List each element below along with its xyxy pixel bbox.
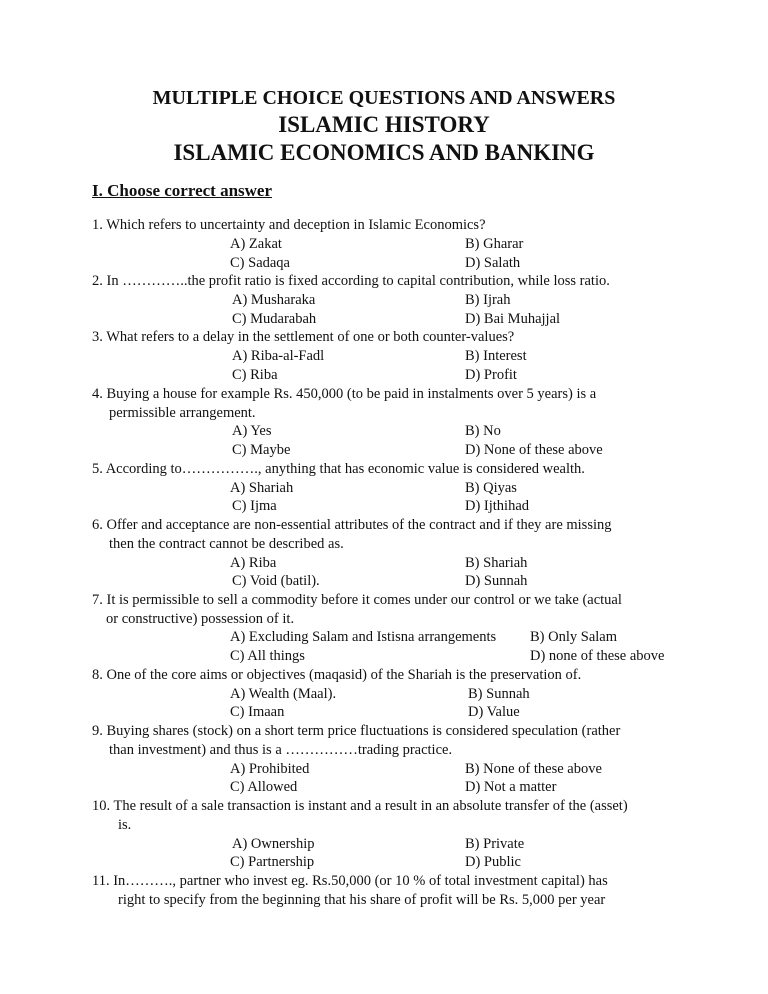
q6-option-d: D) Sunnah xyxy=(465,573,528,589)
q5-option-a: A) Shariah xyxy=(230,480,294,496)
question-9-text-cont: than investment) and thus is a ……………trading practice. xyxy=(109,742,453,758)
q3-option-d: D) Profit xyxy=(465,367,517,383)
q4-option-b: B) No xyxy=(465,423,501,439)
q7-option-a: A) Excluding Salam and Istisna arrangements xyxy=(230,629,497,645)
q1-option-b: B) Gharar xyxy=(465,236,524,252)
q7-option-d: D) none of these above xyxy=(530,648,665,664)
question-11-text-cont: right to specify from the beginning that his share of profit will be Rs. 5,000 per year xyxy=(118,892,606,908)
q1-option-d: D) Salath xyxy=(465,255,521,271)
q10-option-a: A) Ownership xyxy=(232,836,315,852)
q9-option-b: B) None of these above xyxy=(465,761,602,777)
q3-option-c: C) Riba xyxy=(232,367,278,383)
q5-option-c: C) Ijma xyxy=(232,498,277,514)
q3-option-b: B) Interest xyxy=(465,348,527,364)
q6-option-a: A) Riba xyxy=(230,555,277,571)
question-6-text: 6. Offer and acceptance are non-essential attributes of the contract and if they are missing xyxy=(92,517,612,533)
q8-option-a: A) Wealth (Maal). xyxy=(230,686,337,702)
section-heading: I. Choose correct answer xyxy=(92,181,273,200)
question-1-text: 1. Which refers to uncertainty and deception in Islamic Economics? xyxy=(92,217,486,233)
q10-option-c: C) Partnership xyxy=(230,854,315,870)
q3-option-a: A) Riba-al-Fadl xyxy=(232,348,325,364)
question-4-text: 4. Buying a house for example Rs. 450,000 (to be paid in instalments over 5 years) is a xyxy=(92,386,597,402)
q5-option-d: D) Ijthihad xyxy=(465,498,530,514)
question-7-text-cont: or constructive) possession of it. xyxy=(106,611,295,627)
title-line-3: ISLAMIC ECONOMICS AND BANKING xyxy=(173,140,595,165)
q1-option-c: C) Sadaqa xyxy=(230,255,290,271)
document-title-block xyxy=(0,84,768,168)
q7-option-b: B) Only Salam xyxy=(530,629,617,645)
title-line-1: MULTIPLE CHOICE QUESTIONS AND ANSWERS xyxy=(152,87,616,109)
q6-option-b: B) Shariah xyxy=(465,555,528,571)
q2-option-d: D) Bai Muhajjal xyxy=(465,311,561,327)
question-2-text: 2. In …………..the profit ratio is fixed according to capital contribution, while loss ratio. xyxy=(92,273,610,289)
q9-option-a: A) Prohibited xyxy=(230,761,310,777)
q9-option-d: D) Not a matter xyxy=(465,779,557,795)
q8-option-c: C) Imaan xyxy=(230,704,285,720)
question-3-text: 3. What refers to a delay in the settlement of one or both counter-values? xyxy=(92,329,515,345)
q5-option-b: B) Qiyas xyxy=(465,480,517,496)
q7-option-c: C) All things xyxy=(230,648,305,664)
question-11-text: 11. In………., partner who invest eg. Rs.50,000 (or 10 % of total investment capital) has xyxy=(92,873,608,889)
q4-option-c: C) Maybe xyxy=(232,442,291,458)
q4-option-d: D) None of these above xyxy=(465,442,603,458)
q10-option-d: D) Public xyxy=(465,854,521,870)
title-line-2: ISLAMIC HISTORY xyxy=(278,112,490,137)
q2-option-c: C) Mudarabah xyxy=(232,311,317,327)
question-8-text: 8. One of the core aims or objectives (maqasid) of the Shariah is the preservation of. xyxy=(92,667,582,683)
question-5-text: 5. According to……………., anything that has economic value is considered wealth. xyxy=(92,461,585,477)
question-4-text-cont: permissible arrangement. xyxy=(109,405,256,421)
question-10-text-cont: is. xyxy=(118,817,132,833)
question-9-text: 9. Buying shares (stock) on a short term price fluctuations is considered speculation (rather xyxy=(92,723,621,739)
q8-option-b: B) Sunnah xyxy=(468,686,530,702)
q1-option-a: A) Zakat xyxy=(230,236,282,252)
question-7-text: 7. It is permissible to sell a commodity before it comes under our control or we take (actual xyxy=(92,592,622,608)
q4-option-a: A) Yes xyxy=(232,423,272,439)
question-6-text-cont: then the contract cannot be described as. xyxy=(109,536,344,552)
q2-option-b: B) Ijrah xyxy=(465,292,511,308)
q2-option-a: A) Musharaka xyxy=(232,292,316,308)
q10-option-b: B) Private xyxy=(465,836,525,852)
q8-option-d: D) Value xyxy=(468,704,520,720)
q9-option-c: C) Allowed xyxy=(230,779,298,795)
q6-option-c: C) Void (batil). xyxy=(232,573,320,589)
question-10-text: 10. The result of a sale transaction is instant and a result in an absolute transfer of the (asset) xyxy=(92,798,628,814)
